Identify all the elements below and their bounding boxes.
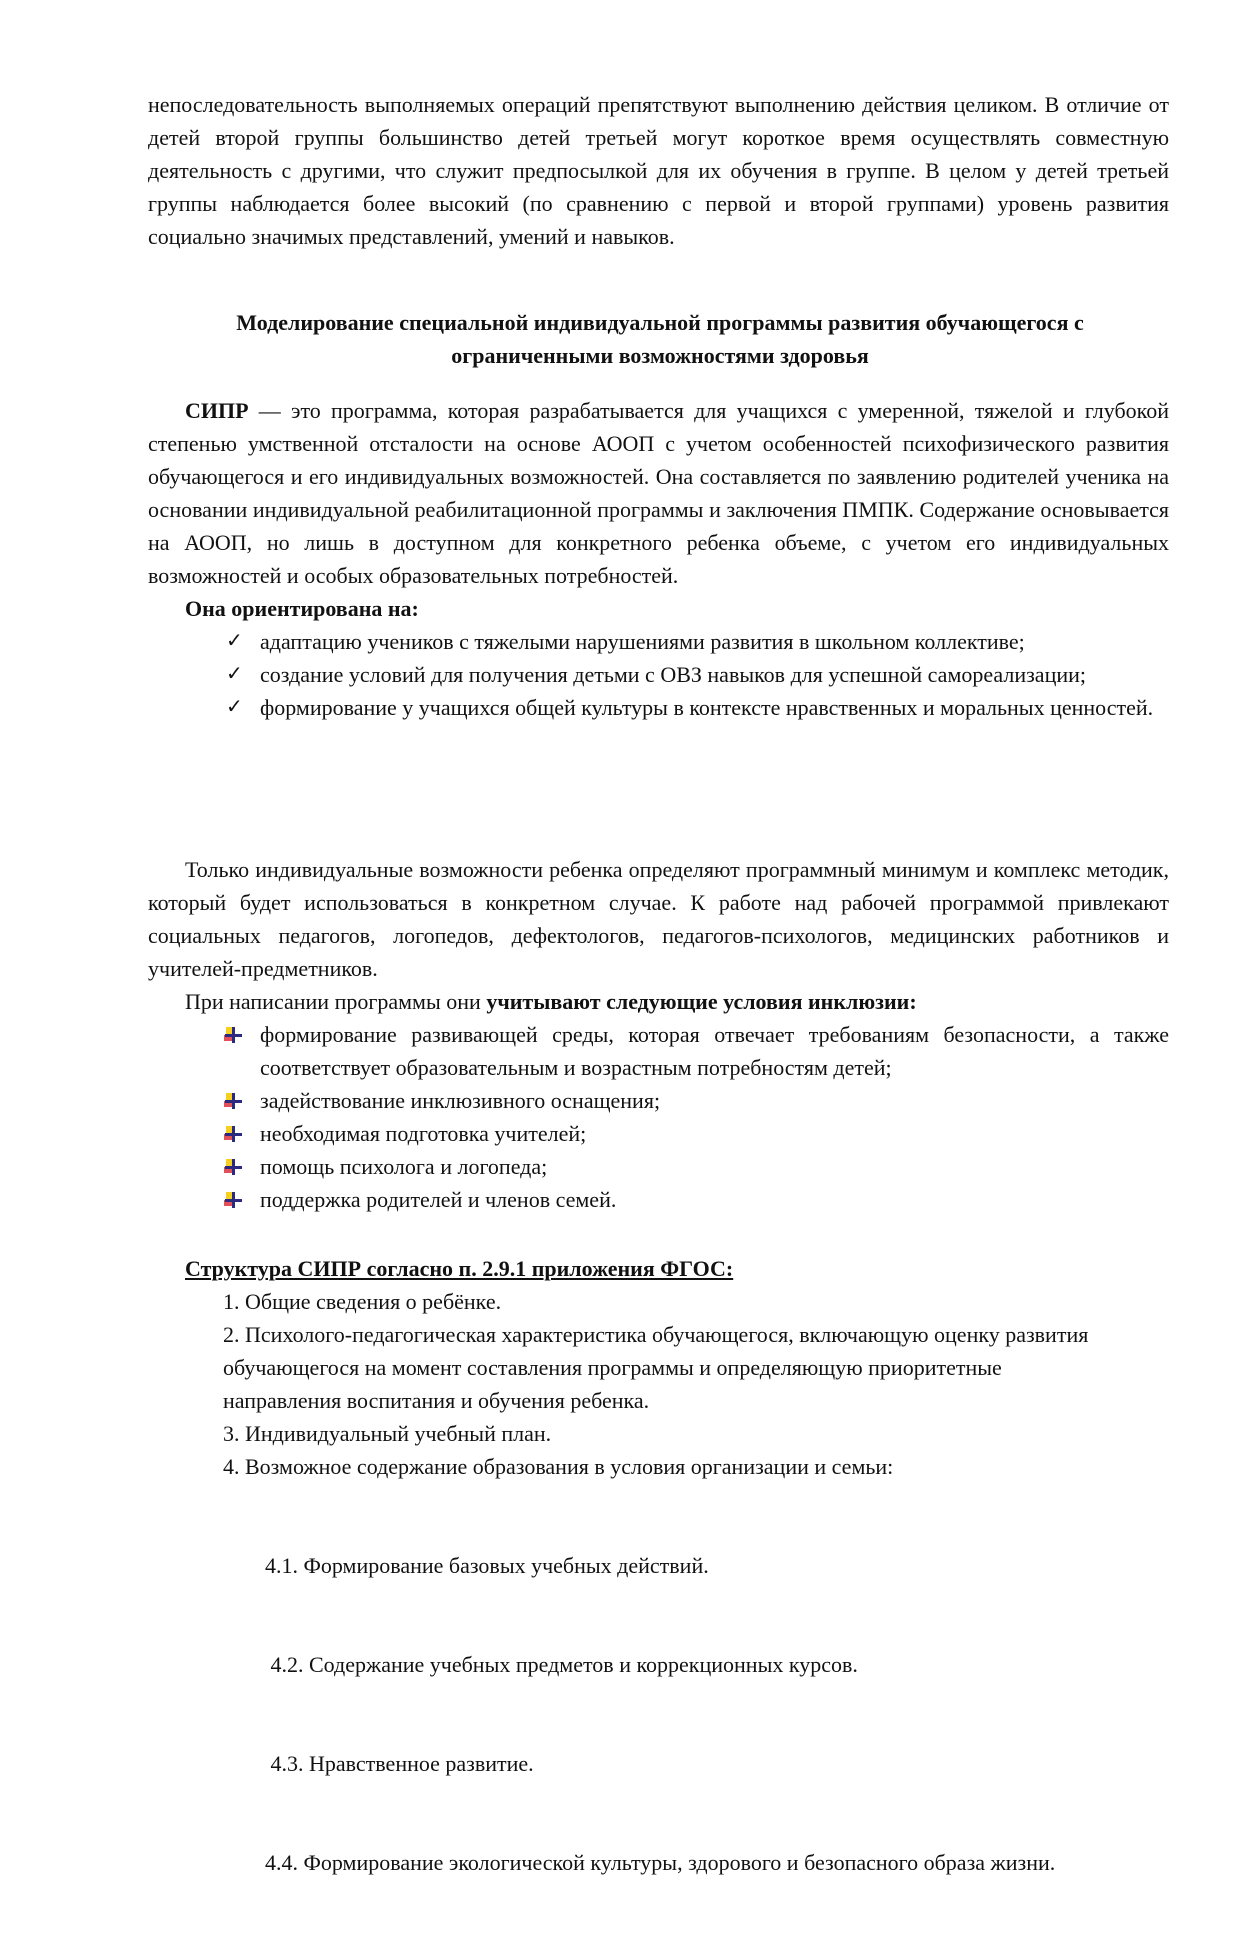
structure-item: 3. Индивидуальный учебный план. — [223, 1421, 552, 1446]
list-item — [148, 658, 1169, 691]
sipr-lead: СИПР — [185, 398, 249, 423]
oriented-heading: Она ориентирована на: — [185, 596, 419, 621]
structure-item: 2. Психолого-педагогическая характеристика обучающегося, включающую оценку развития обучающегося на момент составления программы и определяющую приоритетные направления воспитания и обучения ребенка. — [223, 1322, 1089, 1413]
structure-heading: Структура СИПР согласно п. 2.9.1 приложения ФГОС: — [185, 1256, 734, 1281]
structure-subitem: 4.2. Содержание учебных предметов и коррекционных курсов. — [265, 1652, 858, 1677]
sipr-paragraph — [148, 394, 1169, 724]
plus-bullet-icon — [224, 1126, 242, 1142]
structure-list — [148, 1285, 1123, 1945]
structure-subitem: 4.3. Нравственное развитие. — [265, 1751, 534, 1776]
plus-bullet-icon — [224, 1093, 242, 1109]
item-text: необходимая подготовка учителей; — [260, 1121, 587, 1146]
item-text: формирование у учащихся общей культуры в контексте нравственных и моральных ценностей. — [260, 695, 1154, 720]
item-text: создание условий для получения детьми с ОВЗ навыков для успешной самореализации; — [260, 662, 1086, 687]
item-text: формирование развивающей среды, которая отвечает требованиям безопасности, а также соответствует образовательным и возрастным потребностям детей; — [260, 1022, 1169, 1080]
oriented-list — [148, 625, 1169, 724]
structure-section — [148, 1252, 1169, 1945]
conditions-intro-bold: учитывают следующие условия инклюзии: — [486, 989, 917, 1014]
individual-paragraph — [148, 853, 1169, 1216]
intro-text: непоследовательность выполняемых операций препятствуют выполнению действия целиком. В отличие от детей второй группы большинство детей третьей могут короткое время осуществлять совместную деятельность с другими, что служит предпосылкой для их обучения в группе. В целом у детей третьей группы наблюдается более высокий (по сравнению с первой и второй группами) уровень развития социально значимых представлений, умений и навыков. — [148, 92, 1169, 249]
list-item — [148, 1117, 1169, 1150]
plus-bullet-icon — [224, 1192, 242, 1208]
item-text: адаптацию учеников с тяжелыми нарушениями развития в школьном коллективе; — [260, 629, 1025, 654]
structure-item: 1. Общие сведения о ребёнке. — [223, 1289, 502, 1314]
sipr-text: — это программа, которая разрабатывается для учащихся с умеренной, тяжелой и глубокой степенью умственной отсталости на основе АООП с учетом особенностей психофизического развития обучающегося и его индивидуальных возможностей. Она составляется по заявлению родителей ученика на основании индивидуальной реабилитационной программы и заключения ПМПК. Содержание основывается на АООП, но лишь в доступном для конкретного ребенка объеме, с учетом его индивидуальных возможностей и особых образовательных потребностей. — [148, 398, 1169, 588]
list-item — [148, 1018, 1169, 1084]
intro-paragraph — [148, 88, 1169, 253]
item-text: поддержка родителей и членов семей. — [260, 1187, 617, 1212]
check-icon: ✓ — [226, 663, 243, 685]
list-item — [148, 1150, 1169, 1183]
plus-bullet-icon — [224, 1159, 242, 1175]
conditions-intro: При написании программы они — [185, 989, 487, 1014]
list-item — [148, 1084, 1169, 1117]
structure-subitem: 4.1. Формирование базовых учебных действий. — [265, 1553, 709, 1578]
check-icon: ✓ — [226, 630, 243, 652]
structure-subitem: 4.4. Формирование экологической культуры, здорового и безопасного образа жизни. — [265, 1850, 1056, 1875]
list-item — [148, 625, 1169, 658]
item-text: помощь психолога и логопеда; — [260, 1154, 548, 1179]
section-heading: Моделирование специальной индивидуальной программы развития обучающегося с ограниченными возможностями здоровья — [236, 310, 1084, 368]
conditions-list — [148, 1018, 1169, 1216]
check-icon: ✓ — [226, 696, 243, 718]
item-text: задействование инклюзивного оснащения; — [260, 1088, 661, 1113]
list-item — [148, 1183, 1169, 1216]
structure-item: 4. Возможное содержание образования в условия организации и семьи: — [223, 1454, 894, 1479]
plus-bullet-icon — [224, 1027, 242, 1043]
list-item — [148, 691, 1169, 724]
individual-text: Только индивидуальные возможности ребенка определяют программный минимум и комплекс методик, который будет использоваться в конкретном случае. К работе над рабочей программой привлекают социальных педагогов, логопедов, дефектологов, педагогов-психологов, медицинских работников и учителей-предметников. — [148, 857, 1169, 981]
